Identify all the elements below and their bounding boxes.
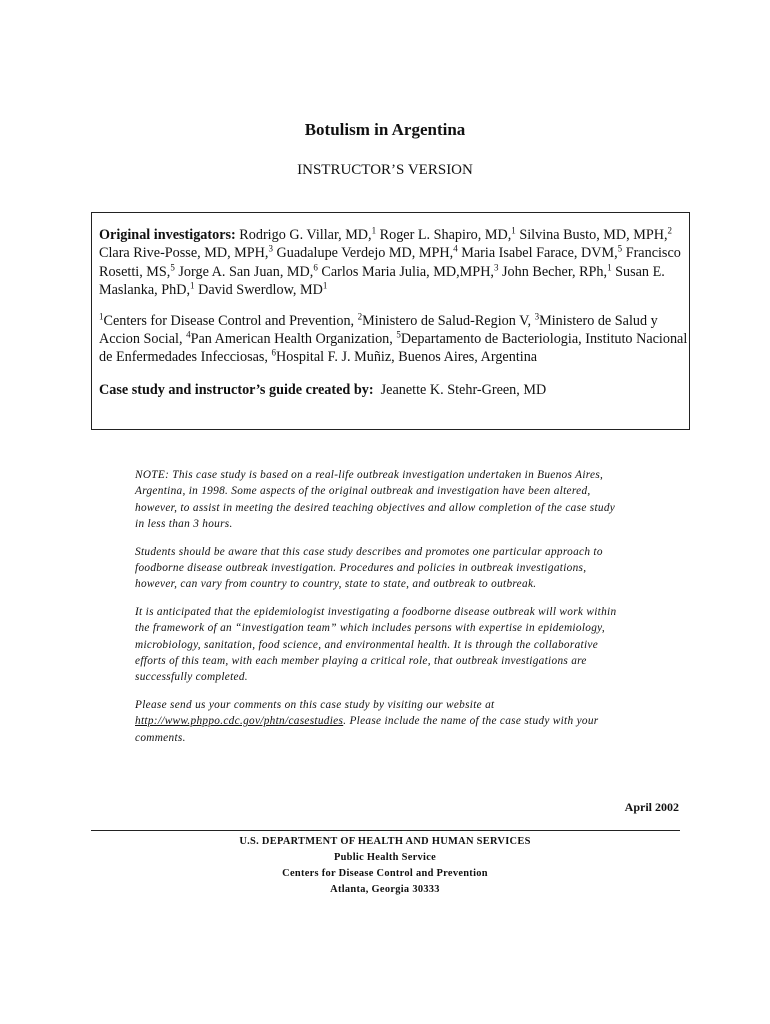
affiliation-text: Ministero de Salud-Region V, bbox=[362, 312, 535, 329]
creator-name: Jeanette K. Stehr-Green, MD bbox=[373, 381, 547, 398]
affiliation-sup: 4 bbox=[186, 329, 191, 340]
affiliation-text: Centers for Disease Control and Prevention, bbox=[103, 312, 358, 329]
affiliation-sup: 1 bbox=[322, 280, 328, 291]
affiliation-sup: 5 bbox=[170, 262, 175, 273]
publication-date: April 2002 bbox=[624, 800, 679, 814]
affiliation-sup: 1 bbox=[511, 225, 516, 236]
note-text: . Please include the name of the case study with your comments. bbox=[135, 715, 599, 744]
affiliation-sup: 3 bbox=[268, 243, 273, 254]
note-paragraph bbox=[135, 697, 625, 746]
footer-address: Atlanta, Georgia 30333 bbox=[330, 884, 440, 895]
creator-paragraph bbox=[99, 381, 689, 399]
investigator-name: Maria Isabel Farace, DVM, bbox=[457, 245, 618, 262]
footer-divider bbox=[91, 830, 680, 831]
investigator-name: Clara Rive-Posse, MD, MPH, bbox=[99, 245, 269, 262]
document-title: Botulism in Argentina bbox=[304, 120, 466, 139]
affiliation-sup: 5 bbox=[617, 243, 623, 254]
investigators-label: Original investigators: bbox=[99, 227, 236, 243]
website-link[interactable]: http://www.phppo.cdc.gov/phtn/casestudies bbox=[135, 715, 344, 728]
note-text: Please send us your comments on this case study by visiting our website at bbox=[135, 698, 495, 711]
footer-service: Public Health Service bbox=[333, 852, 437, 863]
affiliation-sup: 3 bbox=[534, 310, 540, 321]
note-paragraph: NOTE: This case study is based on a real-life outbreak investigation undertaken in Buenos Aires, Argentina, in 1998. Some aspects of the original outbreak and investigation have been altered, however, to assist in meeting the desired teaching objectives and allow completion of the case study in less than 3 hours. bbox=[135, 469, 616, 531]
investigator-name: David Swerdlow, MD bbox=[194, 282, 323, 299]
footer-center: Centers for Disease Control and Prevention bbox=[282, 868, 488, 879]
investigator-name: Francisco Rosetti, MS, bbox=[99, 245, 681, 280]
note-section bbox=[135, 467, 625, 757]
investigator-name: Guadalupe Verdejo MD, MPH, bbox=[272, 245, 454, 262]
affiliations-paragraph bbox=[99, 312, 689, 367]
footer-department: U.S. DEPARTMENT OF HEALTH AND HUMAN SERVICES bbox=[239, 836, 531, 847]
investigator-name: Silvina Busto, MD, MPH, bbox=[515, 227, 668, 243]
document-subtitle: INSTRUCTOR’S VERSION bbox=[297, 162, 473, 178]
investigator-name: John Becher, RPh, bbox=[498, 263, 608, 280]
affiliation-sup: 1 bbox=[99, 310, 104, 321]
credits-box bbox=[91, 212, 690, 430]
investigator-name: Susan E. Maslanka, PhD, bbox=[99, 263, 665, 299]
affiliation-sup: 5 bbox=[396, 329, 401, 340]
affiliation-text: Pan American Health Organization, bbox=[190, 331, 397, 348]
affiliation-sup: 1 bbox=[190, 280, 195, 291]
affiliation-text: Departamento de Bacteriologia, Instituto Nacional de Enfermedades Infecciosas, bbox=[99, 331, 688, 366]
note-paragraph: It is anticipated that the epidemiologist investigating a foodborne disease outbreak will work within the framework of an “investigation team” which includes persons with expertise in epidemiology, microbiology, sanitation, food science, and environmental health. It is through the collaborative efforts of this team, with each member playing a critical role, that outbreak investigations are successfully completed. bbox=[135, 605, 617, 684]
investigator-name: Carlos Maria Julia, MD,MPH, bbox=[317, 263, 494, 280]
affiliation-sup: 4 bbox=[453, 243, 458, 254]
affiliation-sup: 3 bbox=[493, 262, 499, 273]
investigators-paragraph bbox=[99, 226, 689, 300]
investigator-name: Rodrigo G. Villar, MD, bbox=[235, 227, 372, 243]
investigator-name: Jorge A. San Juan, MD, bbox=[174, 263, 314, 280]
affiliation-sup: 1 bbox=[607, 262, 612, 273]
footer bbox=[0, 834, 770, 898]
affiliation-text: Hospital F. J. Muñiz, Buenos Aires, Argentina bbox=[276, 349, 538, 366]
note-paragraph: Students should be aware that this case study describes and promotes one particular approach to foodborne disease outbreak investigation. Procedures and policies in outbreak investigations, however, can vary from country to country, state to state, and outbreak to outbreak. bbox=[135, 545, 603, 591]
creator-label: Case study and instructor’s guide created by: bbox=[99, 381, 374, 398]
affiliation-sup: 2 bbox=[357, 310, 363, 321]
affiliation-sup: 2 bbox=[667, 225, 673, 236]
affiliation-sup: 6 bbox=[313, 262, 318, 273]
investigator-name: Roger L. Shapiro, MD, bbox=[376, 227, 512, 243]
affiliation-sup: 1 bbox=[371, 225, 377, 236]
affiliation-text: Ministero de Salud y Accion Social, bbox=[99, 312, 658, 348]
affiliation-sup: 6 bbox=[271, 347, 277, 358]
